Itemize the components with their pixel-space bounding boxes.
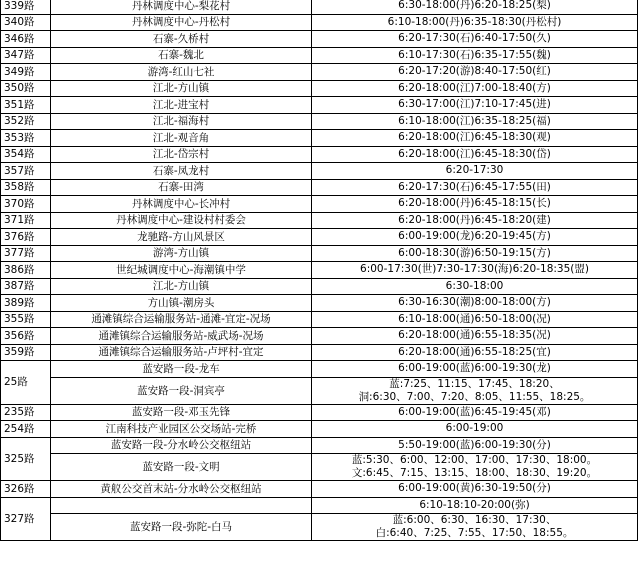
time-line: 白:6:40、7:25、7:55、17:50、18:55。 xyxy=(375,527,574,539)
route-number: 354路 xyxy=(1,146,51,163)
time-line: 6:20-18:00(江)6:45-18:30(观) xyxy=(398,131,551,144)
route-number: 327路 xyxy=(1,497,51,541)
time-line: 6:30-16:30(潮)8:00-18:00(方) xyxy=(398,296,551,309)
route-stops: 通滩镇综合运输服务站-通滩-宜定-况场 xyxy=(51,311,312,328)
time-line: 6:20-17:30(石)6:40-17:50(久) xyxy=(398,32,551,45)
table-row xyxy=(1,47,638,64)
time-line: 6:20-17:30 xyxy=(445,164,504,177)
route-times xyxy=(312,481,638,498)
route-stops xyxy=(51,497,312,514)
time-line: 蓝:5:30、6:00、12:00、17:00、17:30、18:00。 xyxy=(351,454,598,466)
table-row xyxy=(1,377,638,404)
time-line: 6:20-17:20(游)8:40-17:50(红) xyxy=(398,65,551,78)
route-times xyxy=(312,245,638,262)
route-times xyxy=(312,80,638,97)
route-times xyxy=(312,404,638,421)
route-stops: 丹林调度中心-梨花村 xyxy=(51,0,312,14)
time-line: 6:00-19:00(蓝)6:45-19:45(邓) xyxy=(398,405,551,418)
table-row xyxy=(1,421,638,438)
route-stops: 石寨-田湾 xyxy=(51,179,312,196)
route-times xyxy=(312,47,638,64)
route-times xyxy=(312,497,638,514)
table-row xyxy=(1,14,638,31)
route-times xyxy=(312,179,638,196)
time-line: 6:10-18:00(江)6:35-18:25(福) xyxy=(398,114,551,127)
route-stops: 蓝安路一段-弥陀-白马 xyxy=(51,514,312,541)
time-line: 蓝:7:25、11:15、17:45、18:20、 xyxy=(389,377,560,390)
table-row xyxy=(1,163,638,180)
route-stops: 蓝安路一段-邓玉先锋 xyxy=(51,404,312,421)
route-stops: 通滩镇综合运输服务站-卢坪村-宜定 xyxy=(51,344,312,361)
table-row xyxy=(1,113,638,130)
route-stops: 蓝安路一段-文明 xyxy=(51,454,312,481)
table-row xyxy=(1,80,638,97)
table-row xyxy=(1,454,638,481)
time-line: 蓝:6:00、6:30、16:30、17:30、 xyxy=(392,514,557,526)
route-times xyxy=(312,229,638,246)
table-row xyxy=(1,97,638,114)
route-times xyxy=(312,437,638,454)
route-stops: 蓝安路一段-洞宾亭 xyxy=(51,377,312,404)
route-number: 358路 xyxy=(1,179,51,196)
table-row xyxy=(1,64,638,81)
time-line: 6:00-17:30(世)7:30-17:30(海)6:20-18:35(盟) xyxy=(360,263,589,276)
route-times xyxy=(312,514,638,541)
table-row xyxy=(1,146,638,163)
route-stops: 丹林调度中心-建设村村委会 xyxy=(51,212,312,229)
route-times xyxy=(312,113,638,130)
table-row xyxy=(1,361,638,378)
route-stops: 江北-岱宗村 xyxy=(51,146,312,163)
route-stops: 方山镇-潮房头 xyxy=(51,295,312,312)
route-times xyxy=(312,311,638,328)
table-row xyxy=(1,328,638,345)
route-stops: 游湾-方山镇 xyxy=(51,245,312,262)
route-times xyxy=(312,262,638,279)
route-number: 254路 xyxy=(1,421,51,438)
route-stops: 蓝安路一段-分水岭公交枢纽站 xyxy=(51,437,312,454)
time-line: 6:20-18:00(通)6:55-18:25(宜) xyxy=(398,345,551,358)
time-line: 6:30-18:00(丹)6:20-18:25(梨) xyxy=(398,0,551,12)
route-number: 326路 xyxy=(1,481,51,498)
table-row xyxy=(1,497,638,514)
route-number: 386路 xyxy=(1,262,51,279)
route-number: 352路 xyxy=(1,113,51,130)
route-times xyxy=(312,14,638,31)
route-times xyxy=(312,361,638,378)
time-line: 6:10-18:00(丹)6:35-18:30(丹松村) xyxy=(387,15,562,28)
route-number: 359路 xyxy=(1,344,51,361)
route-number: 377路 xyxy=(1,245,51,262)
route-stops: 蓝安路一段-龙车 xyxy=(51,361,312,378)
table-row xyxy=(1,130,638,147)
route-times xyxy=(312,97,638,114)
table-row xyxy=(1,229,638,246)
route-times xyxy=(312,196,638,213)
route-times xyxy=(312,64,638,81)
route-stops: 江北-观音角 xyxy=(51,130,312,147)
table-row xyxy=(1,344,638,361)
time-line: 6:10-17:30(石)6:35-17:55(魏) xyxy=(398,48,551,61)
route-stops: 江北-方山镇 xyxy=(51,278,312,295)
route-number: 235路 xyxy=(1,404,51,421)
table-row xyxy=(1,262,638,279)
route-stops: 龙驰路-方山风景区 xyxy=(51,229,312,246)
route-times xyxy=(312,295,638,312)
time-line: 6:20-18:00(江)6:45-18:30(岱) xyxy=(398,147,551,160)
route-stops: 石寨-魏北 xyxy=(51,47,312,64)
table-row xyxy=(1,31,638,48)
route-stops: 江南科技产业园区公交场站-完桥 xyxy=(51,421,312,438)
table-row xyxy=(1,196,638,213)
table-row xyxy=(1,404,638,421)
route-number: 370路 xyxy=(1,196,51,213)
route-stops: 江北-进宝村 xyxy=(51,97,312,114)
route-times xyxy=(312,31,638,48)
table-row xyxy=(1,212,638,229)
schedule-body xyxy=(1,0,638,541)
time-line: 6:00-18:30(游)6:50-19:15(方) xyxy=(398,246,551,259)
time-line: 6:20-18:00(江)7:00-18:40(方) xyxy=(398,81,551,94)
route-stops: 黄舣公交首末站-分水岭公交枢纽站 xyxy=(51,481,312,498)
route-number: 346路 xyxy=(1,31,51,48)
route-stops: 丹林调度中心-丹松村 xyxy=(51,14,312,31)
table-row xyxy=(1,179,638,196)
route-times xyxy=(312,344,638,361)
route-number: 349路 xyxy=(1,64,51,81)
route-times xyxy=(312,0,638,14)
time-line: 6:20-18:00(通)6:55-18:35(况) xyxy=(398,329,551,342)
time-line: 6:00-19:00 xyxy=(445,422,504,435)
time-line: 6:30-17:00(江)7:10-17:45(进) xyxy=(398,98,551,111)
time-line: 6:00-19:00(黄)6:30-19:50(分) xyxy=(398,482,551,495)
route-number: 371路 xyxy=(1,212,51,229)
route-number: 347路 xyxy=(1,47,51,64)
route-times xyxy=(312,454,638,481)
time-line: 6:10-18:00(通)6:50-18:00(况) xyxy=(398,312,551,325)
route-number: 389路 xyxy=(1,295,51,312)
route-number: 339路 xyxy=(1,0,51,14)
time-line: 6:30-18:00 xyxy=(445,279,504,292)
route-number: 387路 xyxy=(1,278,51,295)
route-number: 325路 xyxy=(1,437,51,481)
route-times xyxy=(312,377,638,404)
route-stops: 世纪城调度中心-海潮镇中学 xyxy=(51,262,312,279)
route-number: 350路 xyxy=(1,80,51,97)
time-line: 6:20-17:30(石)6:45-17:55(田) xyxy=(398,180,551,193)
route-times xyxy=(312,212,638,229)
route-stops: 丹林调度中心-长冲村 xyxy=(51,196,312,213)
route-times xyxy=(312,328,638,345)
route-number: 351路 xyxy=(1,97,51,114)
table-row xyxy=(1,245,638,262)
table-row xyxy=(1,437,638,454)
table-row xyxy=(1,311,638,328)
table-row xyxy=(1,481,638,498)
time-line: 6:00-19:00(蓝)6:00-19:30(龙) xyxy=(398,362,551,375)
time-line: 洞:6:30、7:00、7:20、8:05、11:55、18:25。 xyxy=(358,390,591,403)
route-number: 355路 xyxy=(1,311,51,328)
time-line: 6:10-18:10-20:00(弥) xyxy=(419,498,530,511)
route-stops: 江北-福海村 xyxy=(51,113,312,130)
route-stops: 石寨-久桥村 xyxy=(51,31,312,48)
route-stops: 游湾-红山七社 xyxy=(51,64,312,81)
route-number: 357路 xyxy=(1,163,51,180)
route-times xyxy=(312,278,638,295)
time-line: 文:6:45、7:15、13:15、18:00、18:30、19:20。 xyxy=(351,467,598,479)
table-row xyxy=(1,514,638,541)
route-stops: 通滩镇综合运输服务站-威武场-况场 xyxy=(51,328,312,345)
route-number: 25路 xyxy=(1,361,51,405)
route-stops: 石寨-凤龙村 xyxy=(51,163,312,180)
time-line: 6:00-19:00(龙)6:20-19:45(方) xyxy=(398,230,551,243)
time-line: 6:20-18:00(丹)6:45-18:15(长) xyxy=(398,197,551,210)
route-times xyxy=(312,163,638,180)
table-row xyxy=(1,0,638,14)
route-times xyxy=(312,421,638,438)
route-stops: 江北-方山镇 xyxy=(51,80,312,97)
time-line: 5:50-19:00(蓝)6:00-19:30(分) xyxy=(398,438,551,451)
route-times xyxy=(312,146,638,163)
route-number: 340路 xyxy=(1,14,51,31)
route-times xyxy=(312,130,638,147)
route-number: 376路 xyxy=(1,229,51,246)
table-row xyxy=(1,278,638,295)
route-number: 353路 xyxy=(1,130,51,147)
table-row xyxy=(1,295,638,312)
route-number: 356路 xyxy=(1,328,51,345)
time-line: 6:20-18:00(丹)6:45-18:20(建) xyxy=(398,213,551,226)
